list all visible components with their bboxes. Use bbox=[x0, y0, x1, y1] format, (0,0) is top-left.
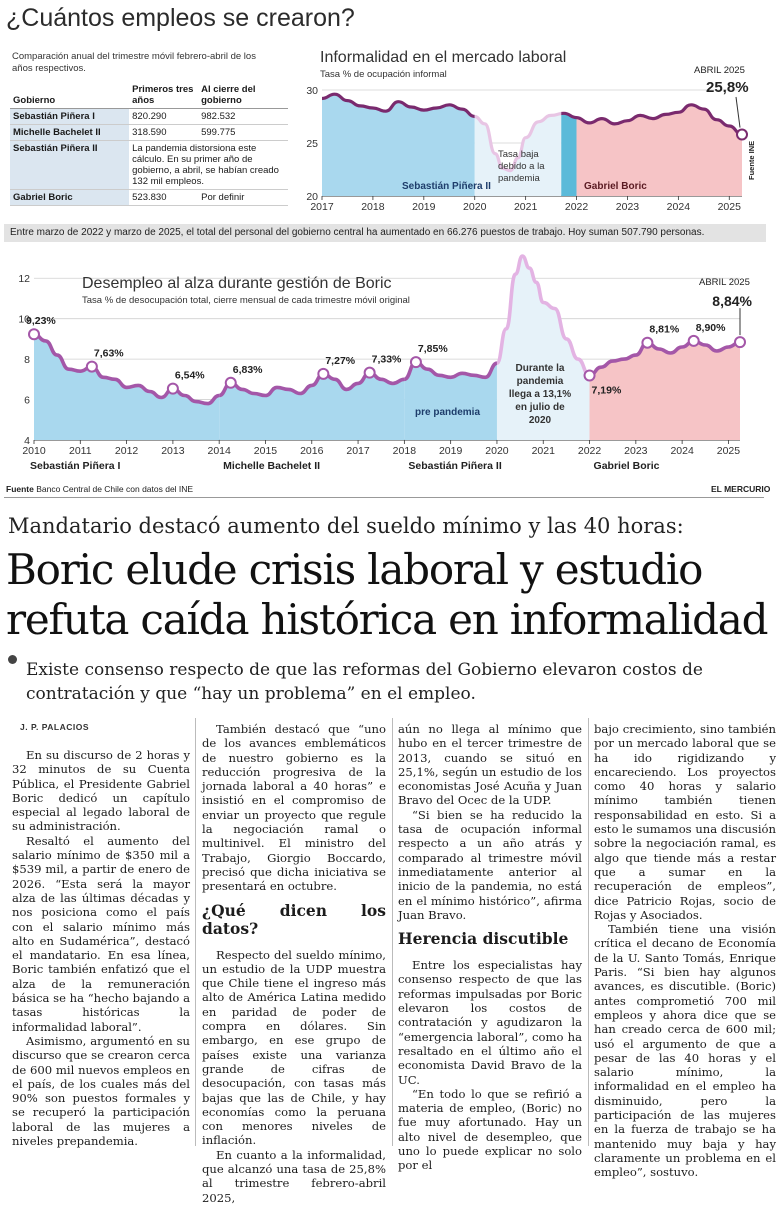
period-label: Sebastián Piñera II bbox=[408, 460, 502, 472]
y-tick-label: 8 bbox=[24, 354, 30, 367]
paragraph: Entre los especialistas hay consenso respecto de que las reformas impulsadas por Boric elevaron los costos de contratación y agudizaron la “emergencia laboral”, como ha resaltado en el último año el economista David Bravo de la UC. bbox=[398, 958, 582, 1087]
table-row bbox=[10, 141, 288, 190]
source-text: Banco Central de Chile con datos del INE bbox=[33, 484, 194, 494]
column-divider bbox=[588, 718, 589, 1146]
period-label: Sebastián Piñera II bbox=[402, 181, 491, 192]
data-label: 7,27% bbox=[325, 354, 356, 367]
period-label: Sebastián Piñera I bbox=[30, 460, 121, 472]
y-tick-label: 25 bbox=[306, 138, 318, 150]
x-tick-label: 2010 bbox=[22, 445, 46, 457]
table-cell: 318.590 bbox=[129, 125, 198, 141]
data-point bbox=[318, 369, 328, 379]
pandemic-annotation: Durante la pandemia llega a 13,1% en julio de 2020 bbox=[508, 363, 572, 426]
x-tick-label: 2012 bbox=[114, 445, 139, 457]
x-tick-label: 2011 bbox=[68, 445, 92, 457]
x-tick-label: 2018 bbox=[392, 445, 417, 457]
table-row bbox=[10, 125, 288, 141]
y-tick-label: 20 bbox=[306, 191, 318, 203]
x-tick-label: 2018 bbox=[361, 201, 385, 213]
article-lead: Existe consenso respecto de que las reformas del Gobierno elevaron costos de contratación y que “hay un problema” en el empleo. bbox=[26, 660, 703, 704]
data-point bbox=[411, 357, 421, 367]
data-point bbox=[735, 337, 745, 347]
government-staff-banner: Entre marzo de 2022 y marzo de 2025, el total del personal del gobierno central ha aumentado en 66.276 puestos de trabajo. Hoy suman 507.790 personas. bbox=[4, 224, 766, 242]
column-header: Gobierno bbox=[10, 82, 129, 109]
section-heading: Herencia discutible bbox=[398, 929, 569, 949]
chart-title: Desempleo al alza durante gestión de Boric bbox=[82, 275, 392, 292]
article-column-4 bbox=[594, 722, 776, 1180]
data-point bbox=[585, 370, 595, 380]
paragraph: “Si bien se ha reducido la tasa de ocupación informal respecto a un año atrás y comparado al trimestre móvil inmediatamente anterior al inicio de la pandemia, no está en el mínimo histórico”, afirma Juan Bravo. bbox=[398, 807, 582, 922]
table-cell: 599.775 bbox=[198, 125, 288, 141]
annotation-arrow bbox=[736, 97, 740, 128]
column-divider bbox=[392, 718, 393, 1146]
annotation-date: ABRIL 2025 bbox=[699, 277, 750, 288]
data-label: 8,90% bbox=[695, 321, 726, 334]
x-tick-label: 2019 bbox=[412, 201, 436, 213]
x-tick-label: 2014 bbox=[207, 445, 231, 457]
source-note bbox=[6, 484, 193, 494]
data-label: 8,81% bbox=[649, 323, 680, 336]
paragraph: aún no llega al mínimo que hubo en el tercer trimestre de 2013, cuando se situó en 25,1%, según un estudio de los economistas José Acuña y Juan Bravo del Ocec de la UDP. bbox=[398, 722, 582, 808]
paragraph: Resaltó el aumento del salario mínimo de $350 mil a $539 mil, a partir de enero de 2026. “Esta será la mayor alza de las últimas décadas y nos posiciona como el país con el salario mínimo más alto en Sudamérica”, destacó el mandatario. En esa línea, Boric también enfatizó que el alza de la remuneración básica se ha “hecho bajando a tasas históricas la informalidad laboral”. bbox=[12, 833, 190, 1034]
chart-subtitle: Tasa % de desocupación total, cierre mensual de cada trimestre móvil original bbox=[82, 295, 410, 306]
data-label: 8,84% bbox=[712, 293, 752, 310]
x-tick-label: 2024 bbox=[666, 201, 691, 213]
jobs-table-header bbox=[10, 82, 288, 109]
paragraph: Respecto del sueldo mínimo, un estudio de la UDP muestra que Chile tiene el ingreso más alto de América Latina medido en paridad de poder de compra en dólares. Sin embargo, en ese grupo de países existe una varianza grande de cifras de desocupación, con tasas más bajas que las de Chile, y hay economías como la peruana con menores niveles de inflación. bbox=[202, 947, 386, 1148]
data-point bbox=[87, 362, 97, 372]
x-tick-label: 2023 bbox=[624, 445, 648, 457]
article-byline: J. P. PALACIOS bbox=[20, 722, 90, 732]
x-tick-label: 2025 bbox=[716, 445, 741, 457]
data-point bbox=[168, 384, 178, 394]
period-label: Gabriel Boric bbox=[593, 460, 660, 472]
x-tick-label: 2022 bbox=[577, 445, 602, 457]
article-kicker: Mandatario destacó aumento del sueldo mínimo y las 40 horas: bbox=[8, 514, 684, 538]
x-tick-label: 2022 bbox=[564, 201, 589, 213]
divider bbox=[4, 497, 764, 498]
lead-bullet bbox=[8, 655, 17, 664]
end-point bbox=[737, 130, 747, 140]
table-cell: Michelle Bachelet II bbox=[10, 125, 129, 141]
annotation-date: ABRIL 2025 bbox=[694, 65, 745, 76]
data-label: 9,23% bbox=[26, 315, 56, 328]
article-column-3 bbox=[398, 722, 582, 1173]
data-point bbox=[226, 378, 236, 388]
table-cell: Gabriel Boric bbox=[10, 190, 129, 206]
paragraph: También destacó que “uno de los avances emblemáticos de nuestro gobierno es la reducción progresiva de la jornada laboral a 40 horas” e insistió en el compromiso de enviar un proyecto que regule la negociación ramal o multinivel. El ministro del Trabajo, Giorgio Boccardo, precisó que dicha iniciativa se presentará en octubre. bbox=[202, 722, 386, 894]
paragraph: En cuanto a la informalidad, que alcanzó una tasa de 25,8% al trimestre febrero-abril 2025, bbox=[202, 1147, 386, 1205]
article-column-1 bbox=[12, 748, 190, 1148]
y-tick-label: 4 bbox=[24, 435, 30, 447]
y-tick-label: 6 bbox=[24, 394, 30, 407]
x-tick-label: 2020 bbox=[485, 445, 509, 457]
x-tick-label: 2016 bbox=[300, 445, 324, 457]
y-tick-label: 30 bbox=[306, 85, 318, 97]
paragraph: También tiene una visión crítica el decano de Economía de la U. Santo Tomás, Enrique Paris. “Si bien hay algunos avances, es discutible. (Boric) antes comprometió 700 mil empleos y ahora dice que se han creado cerca de 600 mil; usó el argumento de que a pesar de las 40 horas y el salario mínimo, la informalidad en el empleo ha disminuido, pero la participación de las mujeres en la fuerza de trabajo se ha mantenido muy baja y hay claramente un problema en el empleo”, sostuvo. bbox=[594, 922, 776, 1180]
data-point bbox=[29, 329, 39, 339]
x-tick-label: 2023 bbox=[615, 201, 640, 213]
chart-source: Fuente INE bbox=[747, 140, 756, 180]
data-label: 7,19% bbox=[591, 384, 622, 397]
data-label: 7,33% bbox=[371, 353, 402, 366]
paragraph: “En todo lo que se refirió a materia de empleo, (Boric) no fue muy afortunado. Hay un alto nivel de desempleo, que uno lo puede explicar no solo por el bbox=[398, 1086, 582, 1173]
x-tick-label: 2013 bbox=[161, 445, 185, 457]
y-tick-label: 10 bbox=[18, 313, 30, 326]
column-divider bbox=[195, 718, 196, 1146]
table-cell: Sebastián Piñera II bbox=[10, 141, 129, 190]
x-tick-label: 2017 bbox=[346, 445, 370, 457]
x-tick-label: 2021 bbox=[513, 201, 538, 213]
x-tick-label: 2019 bbox=[438, 445, 463, 457]
table-note: La pandemia distorsiona este cálculo. En su primer año de gobierno, a abril, se habían creado 132 mil empleos. bbox=[129, 141, 288, 190]
x-tick-label: 2025 bbox=[717, 201, 741, 213]
jobs-box-title: ¿Cuántos empleos se crearon? bbox=[6, 4, 355, 32]
data-label: 6,54% bbox=[174, 369, 205, 382]
y-tick-label: 12 bbox=[18, 273, 30, 286]
x-tick-label: 2015 bbox=[253, 445, 278, 457]
annotation-value: 25,8% bbox=[706, 79, 749, 96]
chart-subtitle: Tasa % de ocupación informal bbox=[320, 69, 447, 80]
data-label: 6,83% bbox=[232, 363, 263, 376]
pre-pandemic-label: pre pandemia bbox=[415, 407, 481, 418]
table-cell: Sebastián Piñera I bbox=[10, 109, 129, 125]
column-header: Primeros tres años bbox=[129, 82, 198, 109]
period-label: Gabriel Boric bbox=[584, 181, 647, 192]
publication-credit: EL MERCURIO bbox=[711, 484, 771, 494]
section-heading: ¿Qué dicen los datos? bbox=[202, 900, 386, 938]
paragraph: bajo crecimiento, sino también por un mercado laboral que se ha ido rigidizando y encareciendo. Los proyectos como 40 horas y salario mínimo también tienen responsabilidad en esto. Si a esto le sumamos una discusión sobre la negociación ramal, es algo que tiende más a restar que a sumar en la recuperación de empleos”, dice Patricio Rojas, socio de Rojas y Asociados. bbox=[594, 722, 776, 922]
data-point bbox=[689, 336, 699, 346]
table-row bbox=[10, 190, 288, 206]
data-point bbox=[365, 368, 375, 378]
table-cell: 523.830 bbox=[129, 190, 198, 206]
period-label: Michelle Bachelet II bbox=[223, 460, 321, 472]
paragraph: Asimismo, argumentó en su discurso que se crearon cerca de 600 mil nuevos empleos en el país, de los cuales más del 90% son puestos formales y se recuperó la participación laboral de las mujeres a niveles prepandemia. bbox=[12, 1033, 190, 1149]
jobs-box-subtitle: Comparación anual del trimestre móvil febrero-abril de los años respectivos. bbox=[12, 51, 256, 74]
table-cell: Por definir bbox=[198, 190, 288, 206]
paragraph: En su discurso de 2 horas y 32 minutos de su Cuenta Pública, el Presidente Gabriel Boric dedicó un capítulo especial al legado laboral de su administración. bbox=[12, 748, 190, 834]
unemployment-chart bbox=[4, 250, 768, 478]
table-cell: 820.290 bbox=[129, 109, 198, 125]
data-point bbox=[642, 338, 652, 348]
x-tick-label: 2024 bbox=[670, 445, 694, 457]
article-headline: Boric elude crisis laboral y estudio refuta caída histórica en informalidad bbox=[6, 545, 768, 644]
informality-chart bbox=[292, 40, 768, 216]
source-label: Fuente bbox=[6, 484, 34, 494]
data-label: 7,85% bbox=[417, 343, 448, 356]
x-tick-label: 2017 bbox=[310, 201, 334, 213]
column-header: Al cierre del gobierno bbox=[198, 82, 288, 109]
x-tick-label: 2021 bbox=[531, 445, 555, 457]
data-label: 7,63% bbox=[93, 347, 124, 360]
x-tick-label: 2020 bbox=[463, 201, 487, 213]
table-row bbox=[10, 109, 288, 125]
jobs-table bbox=[10, 82, 288, 206]
article-column-2 bbox=[202, 722, 386, 1205]
chart-title: Informalidad en el mercado laboral bbox=[320, 49, 567, 66]
table-cell: 982.532 bbox=[198, 109, 288, 125]
pandemic-annotation: Tasa baja debido a la pandemia bbox=[498, 149, 545, 184]
